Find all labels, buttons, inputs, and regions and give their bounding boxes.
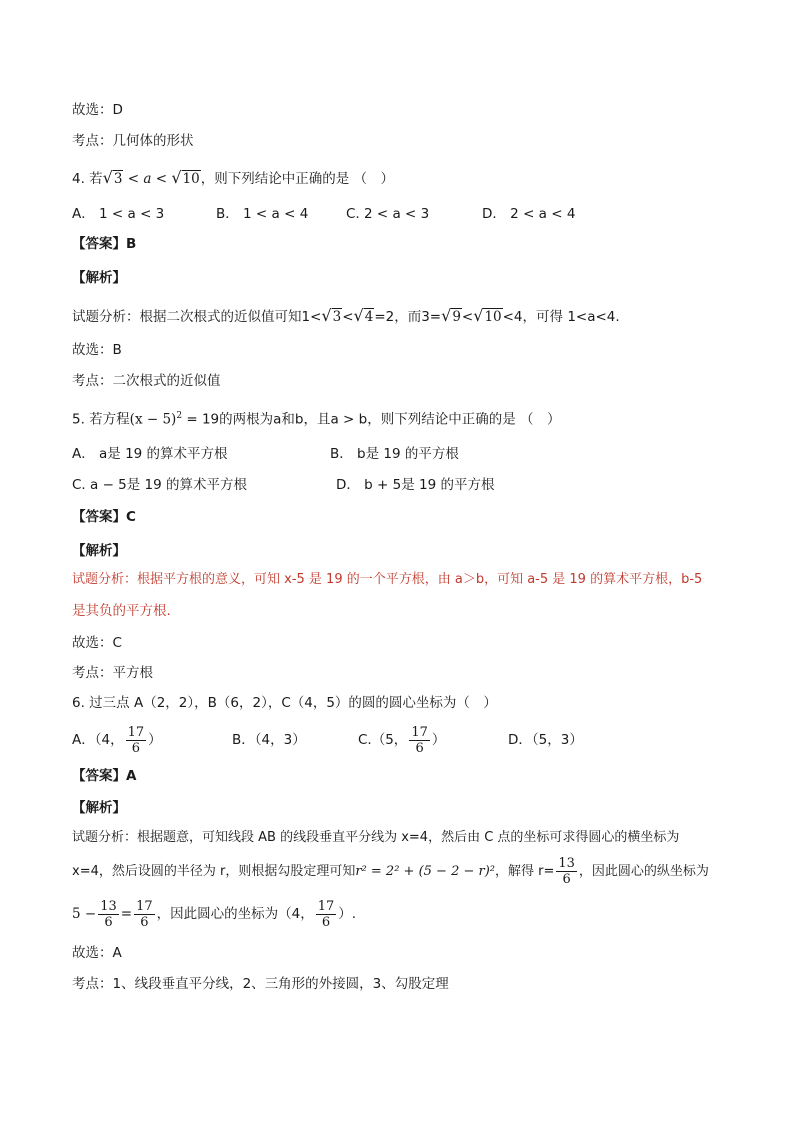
q4-choice: 故选：B	[72, 342, 122, 358]
q5-analysis-line1: 试题分析：根据平方根的意义，可知 x-5 是 19 的一个平方根，由 a＞b，可知 a-5 是 19 的算术平方根，b-5	[72, 572, 703, 587]
q6-point: 考点：1、线段垂直平分线，2、三角形的外接圆，3、勾股定理	[72, 976, 449, 992]
q5-point: 考点：平方根	[72, 665, 153, 681]
q6-answer: 【答案】A	[72, 768, 137, 784]
q6-choice: 故选：A	[72, 945, 122, 961]
q5-options-row1	[72, 444, 459, 464]
q5-option-b: B． b是 19 的平方根	[330, 446, 459, 462]
q5-option-a: A． a是 19 的算术平方根	[72, 446, 228, 462]
q4-options	[72, 204, 575, 224]
q5-answer: 【答案】C	[72, 509, 136, 525]
q5-option-c: C. a − 5是 19 的算术平方根	[72, 477, 248, 493]
q4-option-c: C. 2 < a < 3	[346, 206, 430, 222]
q4-answer: 【答案】B	[72, 236, 137, 252]
q6-option-a: A．（4， $\frac{17}{6}$ ）	[72, 724, 162, 756]
q6-analysis-label: 【解析】	[72, 800, 126, 816]
sqrt-symbol: √3	[102, 168, 123, 187]
q4-analysis-label: 【解析】	[72, 270, 126, 286]
q6-options	[72, 722, 583, 758]
q6-analysis-line2: x=4，然后设圆的半径为 r，则根据勾股定理可知r² = 2² + (5 − 2 − r)²，解得 r= $\frac{13}{6}$ ，因此圆心的纵坐标为	[72, 856, 709, 887]
q5-analysis-line2: 是其负的平方根.	[72, 603, 171, 619]
q5-analysis-label: 【解析】	[72, 543, 126, 559]
q4-option-a: A． 1 < a < 3	[72, 206, 165, 222]
sqrt-symbol: √10	[171, 168, 200, 187]
q6-stem: 6. 过三点 A（2，2），B（6，2），C（4，5）的圆的圆心坐标为（ ）	[72, 695, 497, 711]
q5-stem: 5. 若方程$(x - 5)^2 = 19$的两根为a和b，且a > b，则下列结论中正确的是 （ ）	[72, 411, 561, 428]
q4-point: 考点：二次根式的近似值	[72, 373, 221, 389]
q5-options-row2	[72, 475, 495, 495]
q4-stem: 4. 若√3 < a < √10，则下列结论中正确的是 （ ）	[72, 168, 394, 187]
q3-point: 考点：几何体的形状	[72, 133, 194, 149]
q4-option-d: D． 2 < a < 4	[482, 206, 576, 222]
q4-analysis: 试题分析：根据二次根式的近似值可知1<√3<√4=2，而3=√9<√10<4，可得 1<a<4.	[72, 306, 620, 325]
q3-choice: 故选：D	[72, 102, 123, 118]
q6-option-d: D．（5，3）	[508, 732, 583, 748]
q6-option-b: B．（4，3）	[232, 732, 306, 748]
q5-option-d: D． b + 5是 19 的平方根	[336, 477, 495, 493]
q6-option-c: C.（5， $\frac{17}{6}$ ）	[358, 724, 446, 756]
q5-choice: 故选：C	[72, 635, 122, 651]
q6-analysis-line3: 5 − $\frac{13}{6}$ = $\frac{17}{6}$ ，因此圆心的坐标为（4， $\frac{17}{6}$ ）.	[72, 898, 357, 930]
q6-analysis-line1: 试题分析：根据题意，可知线段 AB 的线段垂直平分线为 x=4，然后由 C 点的坐标可求得圆心的横坐标为	[72, 830, 680, 845]
q4-option-b: B． 1 < a < 4	[216, 206, 309, 222]
